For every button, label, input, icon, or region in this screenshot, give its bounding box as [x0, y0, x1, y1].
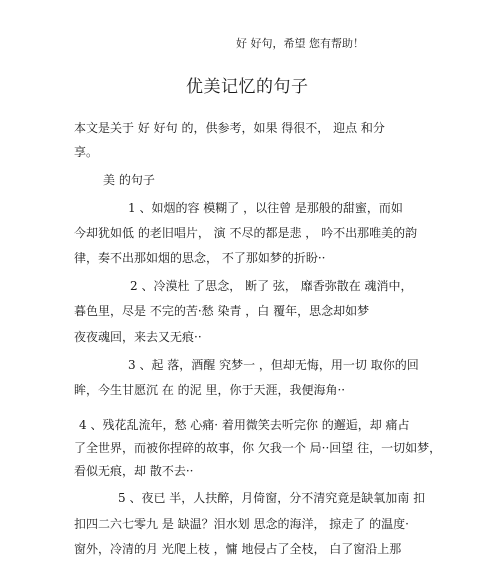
paragraph-1-line-3: 律，奏不出那如烟的思念， 不了那如梦的折盼··: [74, 251, 326, 265]
page-title: 优美记忆的句子: [186, 77, 309, 97]
paragraph-2-line-2: 暮色里，尽是 不完的苦·愁 染青 ，白 覆年，思念却如梦: [74, 304, 370, 318]
paragraph-4-line-2: 了全世界，而被你捏碎的故事，你 欠我一个 局··回望 往，一切如梦，: [74, 441, 442, 455]
paragraph-4-line-1: 4 、残花乱流年，愁 心痛· 着用微笑去听完你 的邂逅，却 痛占: [79, 418, 410, 432]
intro-line-2: 享。: [74, 145, 99, 159]
paragraph-1-line-1: 1 、如烟的容 模糊了 ，以往曾 是那般的甜蜜，而如: [128, 201, 403, 215]
paragraph-1-line-2: 今却犹如低 的老旧唱片， 演 不尽的都是悲 ， 吟不出那唯美的韵: [74, 226, 418, 240]
paragraph-2-line-3: 夜夜魂回，来去又无痕··: [74, 330, 202, 344]
paragraph-5-line-1: 5 、夜已 半，人扶醉，月倚窗，分不清究竟是缺氧加南 扣: [118, 491, 426, 505]
intro-line-1: 本文是关于 好 好句 的，供参考，如果 得很不， 迎点 和分: [74, 121, 385, 135]
section-heading: 美 的句子: [103, 173, 155, 187]
paragraph-4-line-3: 看似无痕，却 散不去··: [74, 464, 194, 478]
paragraph-3-line-1: 3 、起 落，酒醒 究梦一 ，但却无悔，用一切 取你的回: [128, 358, 419, 372]
paragraph-5-line-3: 窗外，冷清的月 光爬上枝 ，慵 地侵占了全枝， 白了窗沿上那: [74, 542, 402, 556]
page-header: 好 好句，希望 您有帮助！: [236, 37, 364, 50]
paragraph-5-line-2: 扣四二六七零九 是 缺温？泪水划 思念的海洋， 掠走了 的温度·: [74, 517, 409, 531]
paragraph-2-line-1: 2 、冷漠杜 了思念， 断了 弦， 靡香弥散在 魂消中，: [130, 279, 413, 293]
paragraph-3-line-2: 眸，今生甘愿沉 在 的泥 里，你于天涯，我便海角··: [74, 383, 346, 397]
